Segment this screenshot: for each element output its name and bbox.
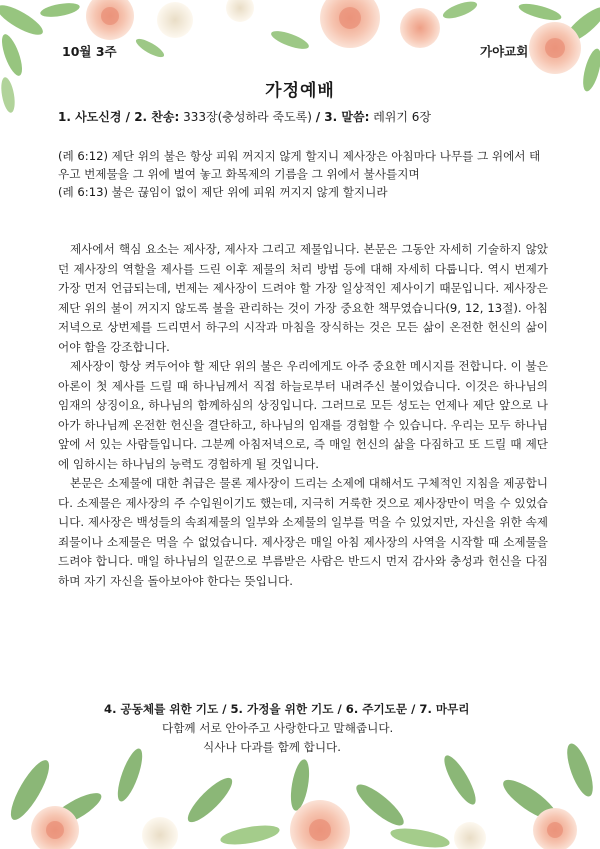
- week-label: 10월 3주: [62, 44, 117, 59]
- order-part1: 1. 사도신경 / 2. 찬송:: [58, 110, 180, 124]
- hymn-number: 333장(충성하라 죽도록): [183, 110, 312, 124]
- closing-note-hug: 다함께 서로 안아주고 사랑한다고 말해줍니다.: [162, 721, 394, 735]
- closing-order: 4. 공동체를 위한 기도 / 5. 가정을 위한 기도 / 6. 주기도문 / 7. 마무리: [104, 702, 470, 716]
- sermon-text: [58, 240, 548, 591]
- scripture-reference: 레위기 6장: [373, 110, 432, 124]
- order-part3: / 3. 말씀:: [315, 110, 370, 124]
- church-name: 가야교회: [480, 44, 529, 59]
- page-title: 가정예배: [265, 81, 335, 101]
- verse-13: (레 6:13) 불은 끊임이 없이 제단 위에 피워 꺼지지 않게 할지니라: [58, 185, 388, 199]
- closing-note-meal: 식사나 다과를 함께 합니다.: [203, 740, 341, 754]
- sermon-paragraph-2: 제사장이 항상 켜두어야 할 제단 위의 불은 우리에게도 아주 중요한 메시지를 전합니다. 이 불은 아론이 첫 제사를 드릴 때 하나님께서 직접 하늘로부터 내려주신 불이었습니다. 이것은 하나님의 임재의 상징이요, 하나님의 함께하심의 상징입니다. 그러므로 모든 성도는 언제나 제단 앞으로 나아가 하나님께 온전한 헌신을 결단하고, 하나님의 임재를 경험할 수 있습니다. 우리는 모두 하나님 앞에 서 있는 사람들입니다. 그분께 아침저녁으로, 즉 매일 헌신의 삶을 다짐하고 또 드릴 때 제단에 임하시는 하나님의 능력도 경험하게 될 것입니다.: [58, 359, 548, 471]
- verse-12: (레 6:12) 제단 위의 불은 항상 피워 꺼지지 않게 할지니 제사장은 아침마다 나무를 그 위에서 태우고 번제물을 그 위에 벌여 놓고 화목제의 기름을 그 위에서 불사를지며: [58, 149, 541, 181]
- sermon-paragraph-1: 제사에서 핵심 요소는 제사장, 제사자 그리고 제물입니다. 본문은 그동안 자세히 기술하지 않았던 제사장의 역할을 제사를 드린 이후 제물의 처리 방법 등에 대해 자세히 다룹니다. 역시 번제가 가장 먼저 언급되는데, 번제는 제사장이 드려야 할 가장 일상적인 제사이기 때문입니다. 제사장은 제단 위의 불이 꺼지지 않도록 불을 관리하는 것이 가장 중요한 책무였습니다(9, 12, 13절). 아침저녁으로 상번제를 드리면서 하구의 시작과 마침을 장식하는 것은 모든 삶이 온전한 헌신의 삶이어야 함을 강조합니다.: [58, 242, 548, 354]
- scripture-verses: [58, 147, 548, 201]
- sermon-paragraph-3: 본문은 소제물에 대한 취급은 물론 제사장이 드리는 소제에 대해서도 구체적인 지침을 제공합니다. 소제물은 제사장의 주 수입원이기도 했는데, 지극히 거룩한 것으로 제사장만이 먹을 수 있었습니다. 제사장은 백성들의 속죄제물의 일부와 소제물의 일부를 먹을 수 있었지만, 자신을 위한 속제죄물이나 소제물은 먹을 수 없었습니다. 제사장은 매일 아침 제사장의 사역을 시작할 때 소제물을 드려야 합니다. 매일 하나님의 일꾼으로 부름받은 사람은 반드시 먼저 감사와 충성과 헌신을 다짐하며 자기 자신을 돌아보아야 한다는 뜻입니다.: [58, 476, 548, 588]
- worship-order: [58, 108, 431, 125]
